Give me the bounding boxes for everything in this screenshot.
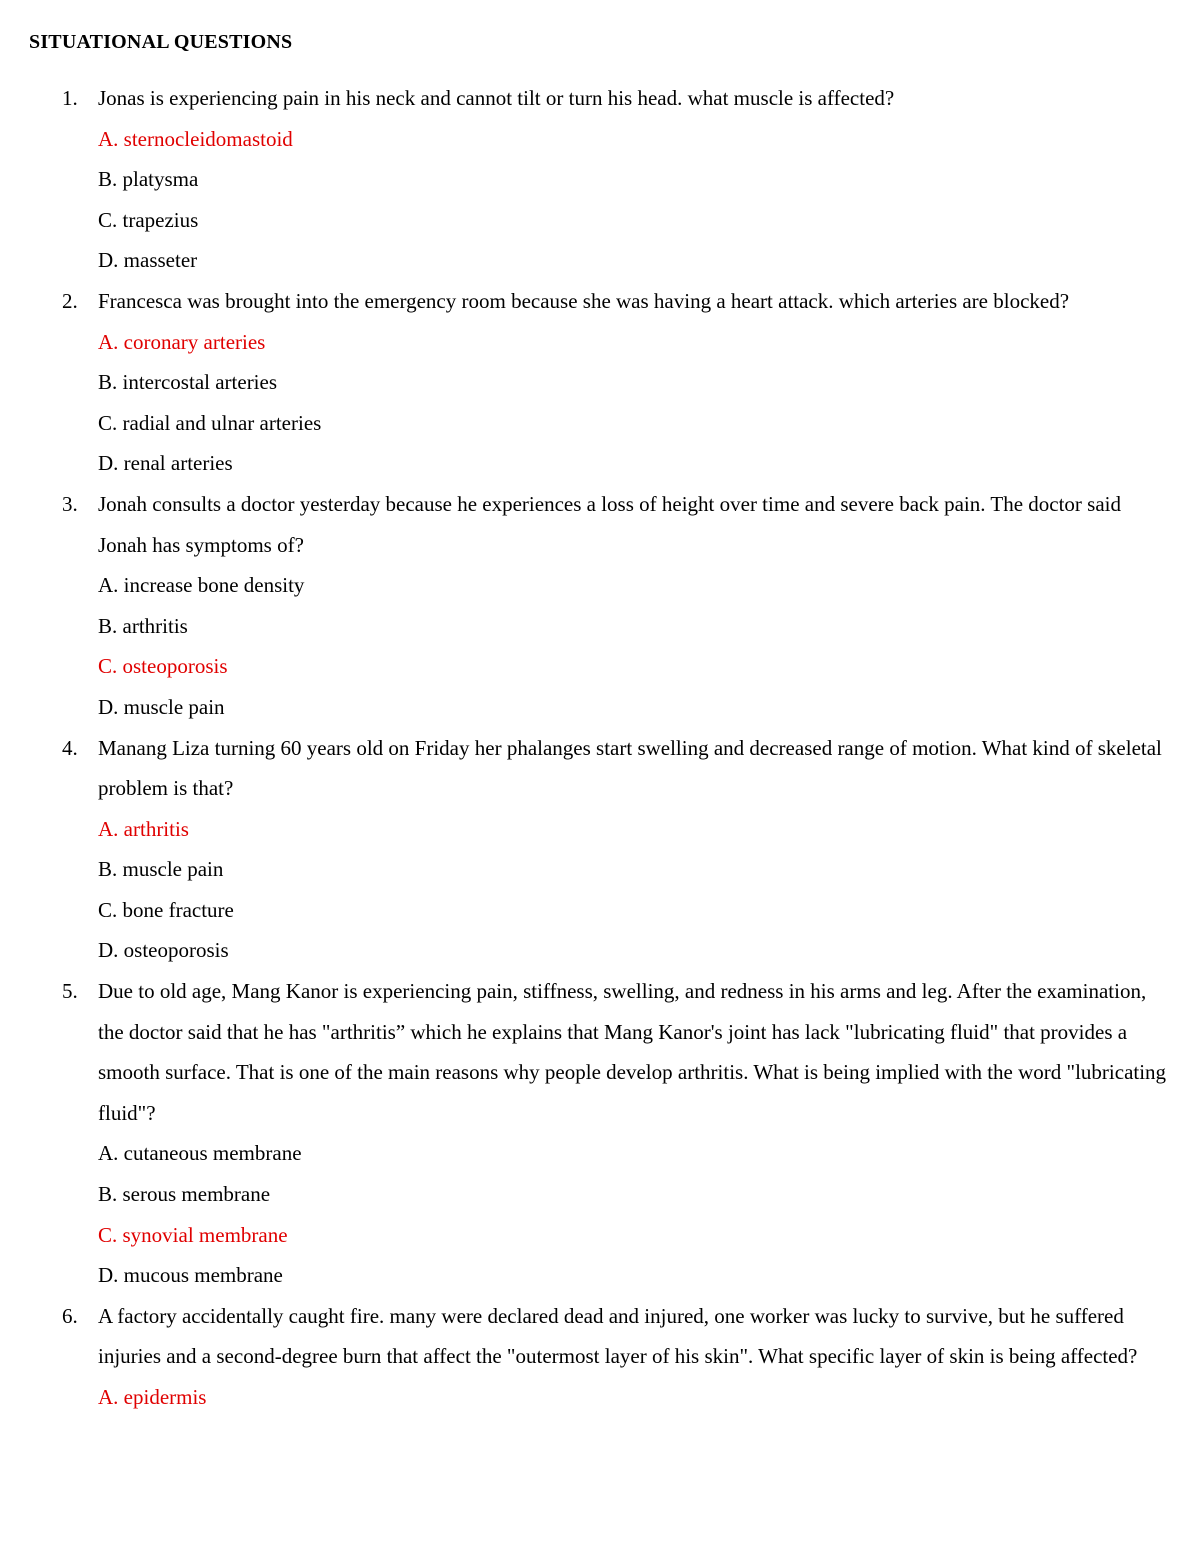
question-item: [0, 971, 1200, 1296]
question-item: [0, 78, 1200, 281]
question-number: 3.: [62, 491, 78, 516]
answer-option: D. masseter: [98, 248, 198, 273]
answer-options: [0, 565, 1200, 727]
correct-answer-option: C. osteoporosis: [98, 654, 228, 679]
answer-options: [0, 809, 1200, 971]
answer-option: D. mucous membrane: [98, 1263, 283, 1288]
correct-answer-option: A. sternocleidomastoid: [98, 126, 293, 151]
answer-option: B. serous membrane: [98, 1182, 271, 1207]
answer-option: D. muscle pain: [98, 694, 225, 719]
question-text: A factory accidentally caught fire. many were declared dead and injured, one worker was lucky to survive, but he suffered injuries and a second-degree burn that affect the "outermost layer of his skin". What specific layer of skin is being affected?: [98, 1303, 1138, 1369]
answer-option: B. intercostal arteries: [98, 370, 278, 395]
question-number: 5.: [62, 979, 78, 1004]
correct-answer-option: A. epidermis: [98, 1385, 207, 1409]
question-item: [0, 484, 1200, 728]
question-number: 1.: [62, 86, 78, 110]
page-title: SITUATIONAL QUESTIONS: [29, 31, 293, 53]
question-text: Jonah consults a doctor yesterday because he experiences a loss of height over time and severe back pain. The doctor said Jonah has symptoms of?: [98, 491, 1122, 557]
answer-option: A. cutaneous membrane: [98, 1141, 302, 1166]
answer-options: [0, 322, 1200, 484]
correct-answer-option: C. synovial membrane: [98, 1222, 288, 1247]
answer-option: B. arthritis: [98, 613, 188, 638]
question-number: 4.: [62, 735, 78, 760]
question-number: 2.: [62, 288, 78, 313]
answer-option: C. bone fracture: [98, 897, 234, 922]
answer-option: C. trapezius: [98, 207, 199, 232]
question-text: Jonas is experiencing pain in his neck and cannot tilt or turn his head. what muscle is affected?: [98, 86, 895, 110]
correct-answer-option: A. arthritis: [98, 816, 189, 841]
answer-option: D. osteoporosis: [98, 938, 229, 963]
answer-option: B. muscle pain: [98, 857, 224, 882]
question-text: Due to old age, Mang Kanor is experiencing pain, stiffness, swelling, and redness in his arms and leg. After the examination, the doctor said that he has "arthritis” which he explains that Mang Kanor's joint has lack "lubricating fluid" that provides a smooth surface. That is one of the main reasons why people develop arthritis. What is being implied with the word "lubricating fluid"?: [98, 979, 1167, 1125]
question-list: [0, 78, 1200, 1418]
answer-option: C. radial and ulnar arteries: [98, 410, 322, 435]
answer-options: [0, 1377, 1200, 1418]
answer-option: D. renal arteries: [98, 451, 233, 476]
question-item: [0, 1296, 1200, 1418]
answer-options: [0, 1133, 1200, 1295]
answer-options: [0, 119, 1200, 281]
answer-option: A. increase bone density: [98, 573, 305, 598]
question-item: [0, 281, 1200, 484]
question-text: Francesca was brought into the emergency room because she was having a heart attack. which arteries are blocked?: [98, 288, 1070, 313]
correct-answer-option: A. coronary arteries: [98, 329, 266, 354]
answer-option: B. platysma: [98, 167, 199, 192]
question-item: [0, 728, 1200, 972]
question-text: Manang Liza turning 60 years old on Friday her phalanges start swelling and decreased range of motion. What kind of skeletal problem is that?: [98, 735, 1162, 801]
question-number: 6.: [62, 1303, 78, 1328]
